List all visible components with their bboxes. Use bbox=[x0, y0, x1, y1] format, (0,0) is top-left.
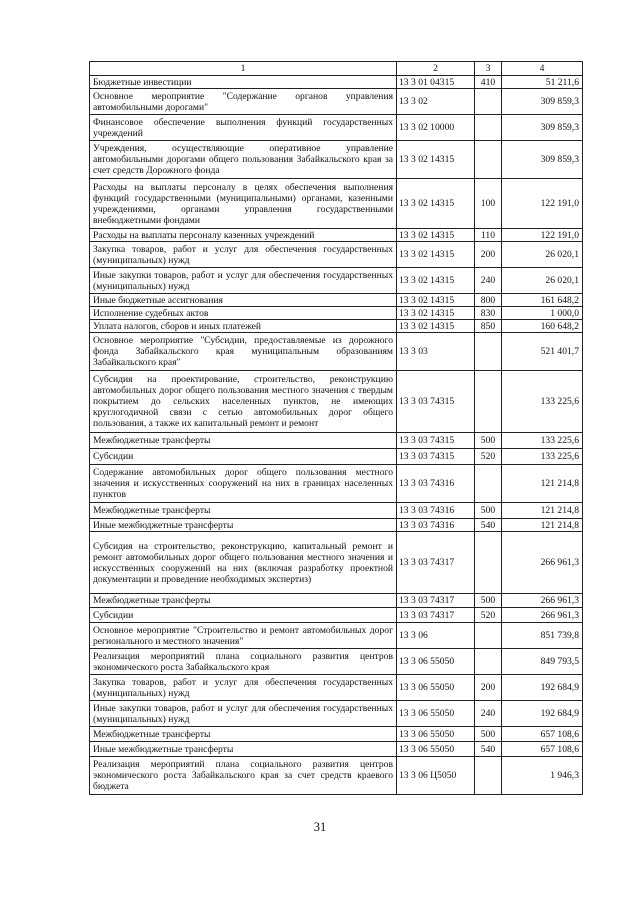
table-row bbox=[90, 371, 583, 433]
table-row bbox=[90, 594, 583, 608]
row-code: 13 3 03 74315 bbox=[397, 449, 475, 465]
row-sum: 192 684,9 bbox=[502, 675, 583, 701]
row-code: 13 3 02 14315 bbox=[397, 141, 475, 179]
table-row bbox=[90, 519, 583, 532]
row-name: Иные межбюджетные трансферты bbox=[90, 519, 397, 532]
row-sum: 1 946,3 bbox=[502, 757, 583, 795]
row-sum: 1 000,0 bbox=[502, 307, 583, 320]
table-row bbox=[90, 608, 583, 623]
row-sum: 266 961,3 bbox=[502, 608, 583, 623]
row-vr bbox=[475, 89, 502, 115]
row-sum: 266 961,3 bbox=[502, 532, 583, 594]
row-code: 13 3 02 bbox=[397, 89, 475, 115]
table-row bbox=[90, 701, 583, 727]
row-code: 13 3 03 74317 bbox=[397, 608, 475, 623]
table-row bbox=[90, 675, 583, 701]
row-vr: 240 bbox=[475, 268, 502, 294]
table-row bbox=[90, 757, 583, 795]
row-sum: 122 191,0 bbox=[502, 179, 583, 229]
row-name: Учреждения, осуществляющие оперативное управление автомобильными дорогами общего пользования Забайкальского края за счет средств Дорожного фонда bbox=[90, 141, 397, 179]
row-sum: 26 020,1 bbox=[502, 268, 583, 294]
row-vr: 500 bbox=[475, 503, 502, 519]
row-vr bbox=[475, 371, 502, 433]
row-name: Иные бюджетные ассигнования bbox=[90, 294, 397, 307]
row-vr: 520 bbox=[475, 449, 502, 465]
row-vr bbox=[475, 141, 502, 179]
row-code: 13 3 01 04315 bbox=[397, 76, 475, 89]
table-row bbox=[90, 229, 583, 242]
row-sum: 51 211,6 bbox=[502, 76, 583, 89]
row-name: Иные закупки товаров, работ и услуг для обеспечения государственных (муниципальных) нужд bbox=[90, 701, 397, 727]
row-name: Межбюджетные трансферты bbox=[90, 503, 397, 519]
row-code: 13 3 06 55050 bbox=[397, 675, 475, 701]
table-row bbox=[90, 742, 583, 757]
row-vr bbox=[475, 333, 502, 371]
row-sum: 309 859,3 bbox=[502, 115, 583, 141]
row-vr bbox=[475, 532, 502, 594]
table-row bbox=[90, 268, 583, 294]
table-row bbox=[90, 307, 583, 320]
header-col-2: 2 bbox=[397, 62, 475, 76]
page-number: 31 bbox=[313, 820, 327, 834]
row-code: 13 3 02 14315 bbox=[397, 307, 475, 320]
table-row bbox=[90, 89, 583, 115]
row-sum: 849 793,5 bbox=[502, 649, 583, 675]
row-sum: 161 648,2 bbox=[502, 294, 583, 307]
row-name: Иные межбюджетные трансферты bbox=[90, 742, 397, 757]
row-vr: 200 bbox=[475, 242, 502, 268]
row-vr bbox=[475, 649, 502, 675]
row-vr: 520 bbox=[475, 608, 502, 623]
table-row bbox=[90, 449, 583, 465]
row-vr: 500 bbox=[475, 594, 502, 608]
row-vr bbox=[475, 115, 502, 141]
row-name: Содержание автомобильных дорог общего пользования местного значения и искусственных сооружений на них в границах населенных пунктов bbox=[90, 465, 397, 503]
row-name: Реализация мероприятий плана социального развития центров экономического роста Забайкальского края за счет средств краевого бюджета bbox=[90, 757, 397, 795]
row-name: Субсидия на строительство, реконструкцию, капитальный ремонт и ремонт автомобильных дорог общего пользования местного значения и искусственных сооружений на них (включая разработку проектной документации и проведение необходимых экспертиз) bbox=[90, 532, 397, 594]
row-name: Расходы на выплаты персоналу казенных учреждений bbox=[90, 229, 397, 242]
row-sum: 26 020,1 bbox=[502, 242, 583, 268]
table-row bbox=[90, 623, 583, 649]
row-code: 13 3 06 55050 bbox=[397, 742, 475, 757]
row-code: 13 3 06 bbox=[397, 623, 475, 649]
row-code: 13 3 03 bbox=[397, 333, 475, 371]
row-name: Межбюджетные трансферты bbox=[90, 433, 397, 449]
table-row bbox=[90, 465, 583, 503]
row-vr bbox=[475, 757, 502, 795]
row-vr: 500 bbox=[475, 433, 502, 449]
row-code: 13 3 06 55050 bbox=[397, 701, 475, 727]
table-row bbox=[90, 433, 583, 449]
row-sum: 133 225,6 bbox=[502, 449, 583, 465]
row-vr: 200 bbox=[475, 675, 502, 701]
row-code: 13 3 06 55050 bbox=[397, 727, 475, 742]
row-vr: 100 bbox=[475, 179, 502, 229]
table-header-row bbox=[90, 62, 583, 76]
row-code: 13 3 02 14315 bbox=[397, 268, 475, 294]
row-sum: 121 214,8 bbox=[502, 503, 583, 519]
row-vr bbox=[475, 465, 502, 503]
row-sum: 521 401,7 bbox=[502, 333, 583, 371]
row-sum: 122 191,0 bbox=[502, 229, 583, 242]
row-code: 13 3 02 14315 bbox=[397, 242, 475, 268]
row-name: Уплата налогов, сборов и иных платежей bbox=[90, 320, 397, 333]
row-code: 13 3 02 14315 bbox=[397, 294, 475, 307]
row-code: 13 3 02 14315 bbox=[397, 320, 475, 333]
row-sum: 133 225,6 bbox=[502, 433, 583, 449]
row-vr: 540 bbox=[475, 742, 502, 757]
row-code: 13 3 03 74316 bbox=[397, 503, 475, 519]
row-code: 13 3 03 74317 bbox=[397, 594, 475, 608]
row-vr: 240 bbox=[475, 701, 502, 727]
row-name: Межбюджетные трансферты bbox=[90, 594, 397, 608]
row-code: 13 3 03 74317 bbox=[397, 532, 475, 594]
table-row bbox=[90, 532, 583, 594]
row-code: 13 3 03 74316 bbox=[397, 519, 475, 532]
row-sum: 160 648,2 bbox=[502, 320, 583, 333]
row-name: Исполнение судебных актов bbox=[90, 307, 397, 320]
table-row bbox=[90, 242, 583, 268]
table-row bbox=[90, 320, 583, 333]
row-sum: 309 859,3 bbox=[502, 141, 583, 179]
table-row bbox=[90, 333, 583, 371]
row-name: Субсидии bbox=[90, 449, 397, 465]
row-sum: 121 214,8 bbox=[502, 465, 583, 503]
header-col-1: 1 bbox=[90, 62, 397, 76]
row-name: Субсидии bbox=[90, 608, 397, 623]
budget-table bbox=[89, 61, 583, 795]
row-vr: 500 bbox=[475, 727, 502, 742]
table-row bbox=[90, 503, 583, 519]
row-sum: 266 961,3 bbox=[502, 594, 583, 608]
row-name: Закупка товаров, работ и услуг для обеспечения государственных (муниципальных) нужд bbox=[90, 675, 397, 701]
table-row bbox=[90, 179, 583, 229]
header-col-3: 3 bbox=[475, 62, 502, 76]
row-name: Расходы на выплаты персоналу в целях обеспечения выполнения функций государственными (муниципальными) органами, казенными учреждениями, органами управления государственными внебюджетными фондами bbox=[90, 179, 397, 229]
row-name: Финансовое обеспечение выполнения функций государственных учреждений bbox=[90, 115, 397, 141]
row-name: Основное мероприятие "Содержание органов управления автомобильными дорогами" bbox=[90, 89, 397, 115]
row-name: Основное мероприятие "Строительство и ремонт автомобильных дорог регионального и местного значения" bbox=[90, 623, 397, 649]
row-code: 13 3 06 55050 bbox=[397, 649, 475, 675]
table-row bbox=[90, 294, 583, 307]
row-vr: 830 bbox=[475, 307, 502, 320]
row-name: Межбюджетные трансферты bbox=[90, 727, 397, 742]
table-row bbox=[90, 115, 583, 141]
row-sum: 192 684,9 bbox=[502, 701, 583, 727]
row-code: 13 3 06 Ц5050 bbox=[397, 757, 475, 795]
row-sum: 121 214,8 bbox=[502, 519, 583, 532]
row-sum: 133 225,6 bbox=[502, 371, 583, 433]
row-code: 13 3 02 10000 bbox=[397, 115, 475, 141]
table-row bbox=[90, 76, 583, 89]
row-code: 13 3 03 74315 bbox=[397, 371, 475, 433]
row-vr: 850 bbox=[475, 320, 502, 333]
row-sum: 851 739,8 bbox=[502, 623, 583, 649]
table-row bbox=[90, 649, 583, 675]
row-code: 13 3 03 74315 bbox=[397, 433, 475, 449]
row-vr: 800 bbox=[475, 294, 502, 307]
row-sum: 657 108,6 bbox=[502, 727, 583, 742]
row-sum: 309 859,3 bbox=[502, 89, 583, 115]
row-vr: 410 bbox=[475, 76, 502, 89]
row-code: 13 3 02 14315 bbox=[397, 179, 475, 229]
row-name: Основное мероприятие "Субсидии, предоставляемые из дорожного фонда Забайкальского края муниципальным образованиям Забайкальского края" bbox=[90, 333, 397, 371]
row-name: Реализация мероприятий плана социального развития центров экономического роста Забайкальского края bbox=[90, 649, 397, 675]
row-vr bbox=[475, 623, 502, 649]
header-col-4: 4 bbox=[502, 62, 583, 76]
row-code: 13 3 03 74316 bbox=[397, 465, 475, 503]
row-vr: 110 bbox=[475, 229, 502, 242]
row-name: Бюджетные инвестиции bbox=[90, 76, 397, 89]
row-name: Закупка товаров, работ и услуг для обеспечения государственных (муниципальных) нужд bbox=[90, 242, 397, 268]
row-vr: 540 bbox=[475, 519, 502, 532]
table-row bbox=[90, 727, 583, 742]
table-row bbox=[90, 141, 583, 179]
row-name: Субсидия на проектирование, строительство, реконструкцию автомобильных дорог общего пользования местного значения с твердым покрытием до сельских населенных пунктов, не имеющих круглогодичной связи с сетью автомобильных дорог общего пользования, а также их капитальный ремонт и ремонт bbox=[90, 371, 397, 433]
row-name: Иные закупки товаров, работ и услуг для обеспечения государственных (муниципальных) нужд bbox=[90, 268, 397, 294]
row-code: 13 3 02 14315 bbox=[397, 229, 475, 242]
row-sum: 657 108,6 bbox=[502, 742, 583, 757]
